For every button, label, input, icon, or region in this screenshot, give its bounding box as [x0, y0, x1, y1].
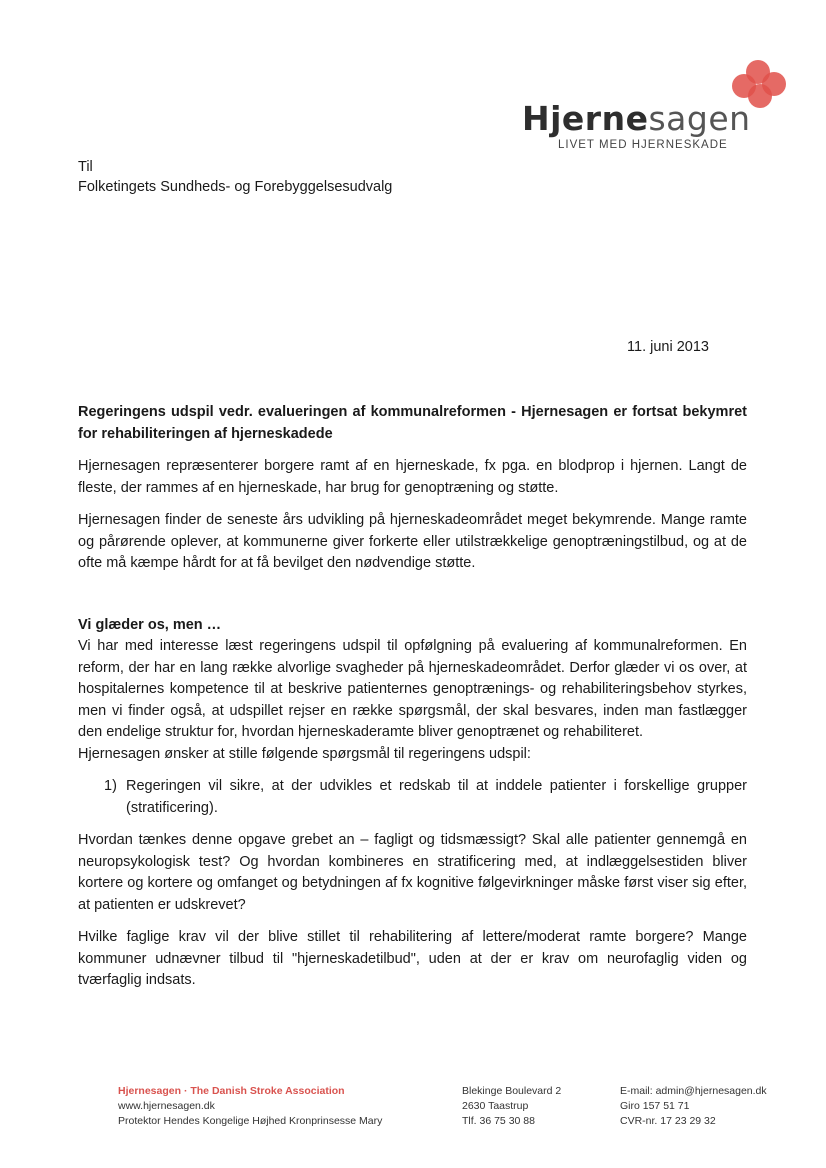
logo-tagline: LIVET MED HJERNESKADE [558, 139, 728, 151]
footer-phone: Tlf. 36 75 30 88 [462, 1115, 535, 1127]
recipient-block [78, 157, 392, 197]
footer-city: 2630 Taastrup [462, 1100, 529, 1112]
hjernesagen-logo [520, 58, 790, 158]
letter-title: Regeringens udspil vedr. evalueringen af kommunalreformen - Hjernesagen er fortsat bekymret for rehabiliteringen af hjerneskadede [78, 404, 747, 442]
footer-patron: Protektor Hendes Kongelige Højhed Kronprinsesse Mary [118, 1115, 383, 1127]
list-item-text: Regeringen vil sikre, at der udvikles et redskab til at inddele patienter i forskellige grupper (stratificering). [126, 778, 747, 816]
intro-paragraph-1: Hjernesagen repræsenterer borgere ramt af en hjerneskade, fx pga. en blodprop i hjernen. Langt de fleste, der rammes af en hjerneskade, har brug for genoptræning og støtte. [78, 458, 747, 496]
intro-paragraph-2: Hjernesagen finder de seneste års udvikling på hjerneskadeområdet meget bekymrende. Mange ramte og pårørende oplever, at kommunerne giver forkerte eller utilstrækkelige genoptræningstilbud, og at de ofte må kæmpe hårdt for at få bevilget den nødvendige støtte. [78, 512, 747, 571]
footer-website-link[interactable]: www.hjernesagen.dk [118, 1100, 215, 1112]
footer-contact-block [620, 1084, 767, 1129]
section-heading: Vi glæder os, men … [78, 616, 222, 633]
recipient-line-1: Til [78, 159, 93, 175]
logo-wordmark: Hjernesagen [522, 99, 751, 138]
footer-address-block [462, 1084, 561, 1129]
section-paragraph-2: Hjernesagen ønsker at stille følgende spørgsmål til regeringens udspil: [78, 745, 531, 762]
recipient-line-2: Folketingets Sundheds- og Forebyggelsesudvalg [78, 179, 393, 195]
footer-org-name: Hjernesagen · The Danish Stroke Association [118, 1085, 345, 1097]
footer-giro: Giro 157 51 71 [620, 1100, 690, 1112]
footer-street: Blekinge Boulevard 2 [462, 1085, 562, 1097]
section-paragraph-3: Hvordan tænkes denne opgave grebet an – fagligt og tidsmæssigt? Skal alle patienter gennemgå en neuropsykologisk test? Og hvordan kombineres en stratificering med, at indlæggelsestiden bliver kortere og kortere og omfanget og betydningen af fx kognitive følgevirkninger måske først viser sig efter, at patienten er udskrevet? [78, 832, 747, 913]
letter-date: 11. juni 2013 [627, 339, 709, 355]
question-list-item [78, 776, 747, 819]
footer-email-link[interactable]: E-mail: admin@hjernesagen.dk [620, 1085, 767, 1097]
section-paragraph-4: Hvilke faglige krav vil der blive stillet til rehabilitering af lettere/moderat ramte borgere? Mange kommuner udnævner tilbud til "hjerneskadetilbud", uden at der er krav om neurofaglig viden og tværfaglig indsats. [78, 929, 747, 988]
footer-org-block [118, 1084, 382, 1129]
letter-body [78, 402, 747, 1003]
footer-cvr: CVR-nr. 17 23 29 32 [620, 1115, 716, 1127]
list-number: 1) [104, 778, 117, 794]
section-paragraph-1: Vi har med interesse læst regeringens udspil til opfølgning på evaluering af kommunalreformen. En reform, der har en lang række alvorlige svagheder på hjerneskadeområdet. Derfor glæder vi os over, at hospitalernes kompetence til at beskrive patienternes genoptrænings- og rehabiliteringsbehov styrkes, men vi finder også, at udspillet rejser en række spørgsmål, der skal besvares, inden man fastlægger den endelige struktur for, hvordan hjerneskaderamte bliver genoptrænet og rehabiliteret. [78, 638, 747, 740]
